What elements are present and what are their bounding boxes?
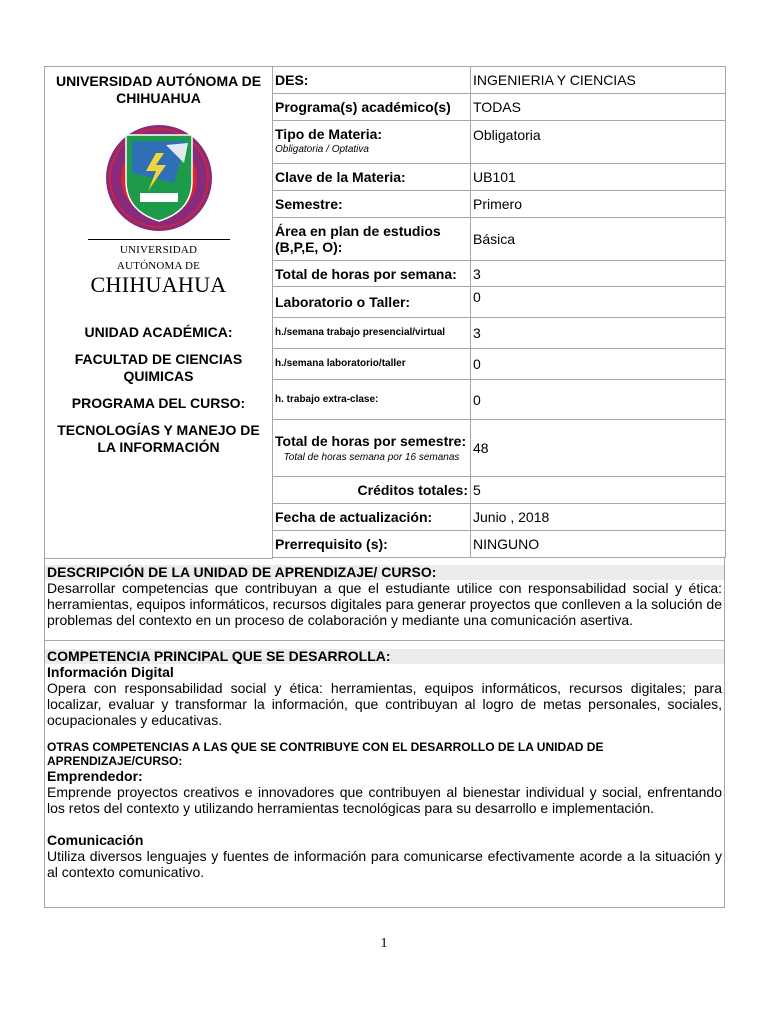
brand-bottom-text: CHIHUAHUA [90, 272, 227, 297]
prerrequisito-value: NINGUNO [471, 531, 726, 558]
horas-semestre-value: 48 [471, 420, 726, 477]
clave-label: Clave de la Materia: [273, 164, 471, 191]
extra-label-cell: h. trabajo extra-clase: [273, 380, 471, 420]
semestre-value: Primero [471, 191, 726, 218]
programas-label: Programa(s) académico(s) [273, 94, 471, 121]
lab-label: Laboratorio o Taller: [273, 287, 471, 318]
horas-semana-label: Total de horas por semana: [273, 261, 471, 287]
university-name: UNIVERSIDAD AUTÓNOMA DE CHIHUAHUA [55, 73, 262, 106]
lab-semana-value: 0 [471, 349, 726, 380]
tipo-label: Tipo de Materia: [275, 126, 383, 142]
extra-label: h. trabajo extra-clase [275, 393, 376, 405]
otras-item-name: Emprendedor: [47, 768, 143, 784]
otras-title: OTRAS COMPETENCIAS A LAS QUE SE CONTRIBUYE CON EL DESARROLLO DE LA UNIDAD DE APRENDIZAJE/CURSO: [47, 740, 604, 768]
des-label: DES [275, 72, 304, 88]
tipo-label-cell [273, 121, 471, 164]
area-label: Área en plan de estudios (B,P,E, O): [273, 218, 471, 261]
competencia-text: Opera con responsabilidad social y ética: herramientas, equipos informáticos, recursos digitales; para localizar, evaluar y transformar la información, que contribuyan al logro de metas personales, sociales, ocupacionales y educativas. [47, 680, 722, 728]
otras-item-name: Comunicación [47, 832, 144, 848]
des-label-cell: DES: [273, 67, 471, 94]
course-info-table [44, 66, 726, 559]
competencia-title: COMPETENCIA PRINCIPAL QUE SE DESARROLLA: [45, 649, 724, 664]
tipo-value: Obligatoria [471, 121, 726, 164]
unidad-label: UNIDAD ACADÉMICA: [84, 324, 233, 340]
otras-item-text: Utiliza diversos lenguajes y fuentes de información para comunicarse efectivamente acorde a la situación y al contexto comunicativo. [47, 848, 722, 880]
description-text: Desarrollar competencias que contribuyan a que el estudiante utilice con responsabilidad social y ética: herramientas, equipos informáticos, recursos digitales para generar proyectos que conlleven a la solución de problemas del contexto en un proceso de colaboración y mediante una comunicación asertiva. [47, 580, 722, 628]
university-header-cell [45, 67, 273, 559]
otras-item-text: Emprende proyectos creativos e innovadores que contribuyen al bienestar individual y social, enfrentando los retos del contexto y utilizando herramientas tecnológicas para su desarrollo e implementación. [47, 784, 722, 816]
horas-semestre-sub: Total de horas semana por 16 semanas [283, 451, 460, 463]
university-brand-logo [47, 239, 270, 296]
fecha-label: Fecha de actualización: [273, 504, 471, 531]
horas-semestre-label: Total de horas por semestre: [275, 432, 467, 449]
creditos-value: 5 [471, 477, 726, 504]
competencia-name: Información Digital [47, 664, 174, 680]
horas-semestre-label-cell [273, 420, 471, 477]
presencial-label: h./semana trabajo presencial/virtual [273, 318, 471, 349]
des-value: INGENIERIA Y CIENCIAS [471, 67, 726, 94]
presencial-value: 3 [471, 318, 726, 349]
lab-value: 0 [471, 287, 726, 318]
extra-value: 0 [471, 380, 726, 420]
unidad-value: FACULTAD DE CIENCIAS QUIMICAS [74, 351, 243, 384]
semestre-label: Semestre: [273, 191, 471, 218]
fecha-value: Junio , 2018 [471, 504, 726, 531]
brand-top-text: UNIVERSIDAD AUTÓNOMA DE [88, 239, 230, 274]
creditos-label: Créditos totales: [273, 477, 471, 504]
programa-label: PROGRAMA DEL CURSO: [71, 395, 246, 411]
description-section [44, 557, 725, 908]
area-value: Básica [471, 218, 726, 261]
description-title: DESCRIPCIÓN DE LA UNIDAD DE APRENDIZAJE/ CURSO: [45, 565, 724, 580]
university-seal-logo [104, 123, 214, 233]
programa-value: TECNOLOGÍAS Y MANEJO DE LA INFORMACIÓN [57, 422, 260, 455]
horas-semana-value: 3 [471, 261, 726, 287]
tipo-sub: Obligatoria / Optativa [275, 144, 369, 155]
lab-semana-label: h./semana laboratorio/taller [273, 349, 471, 380]
prerrequisito-label: Prerrequisito (s): [273, 531, 471, 558]
programas-value: TODAS [471, 94, 726, 121]
clave-value: UB101 [471, 164, 726, 191]
page-number: 1 [380, 936, 388, 951]
